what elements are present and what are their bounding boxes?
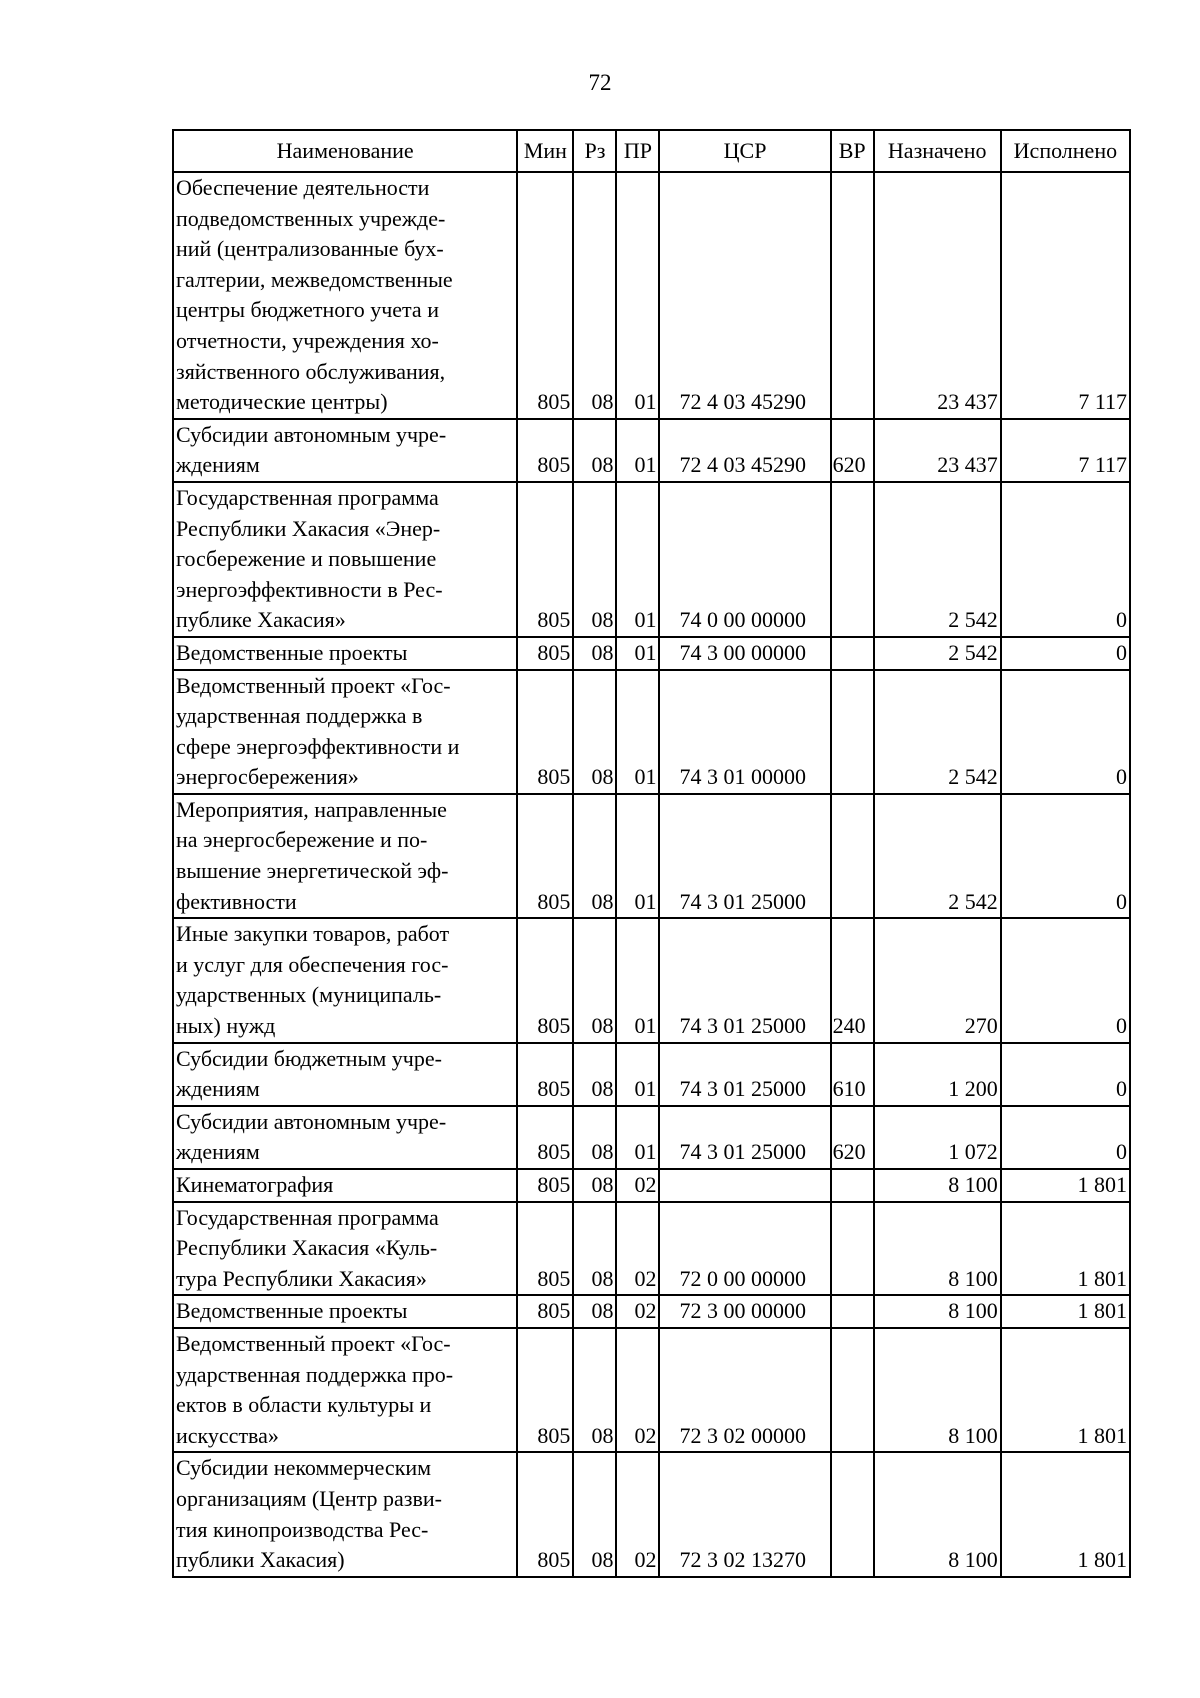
- cell-assigned: 2 542: [874, 794, 1001, 918]
- header-executed: Исполнено: [1001, 130, 1130, 172]
- cell-executed: 0: [1001, 637, 1130, 670]
- cell-assigned: 1 072: [874, 1106, 1001, 1169]
- cell-vr: [831, 1202, 874, 1296]
- cell-vr: 610: [831, 1043, 874, 1106]
- cell-min: 805: [517, 1328, 573, 1452]
- cell-rz: 08: [573, 918, 616, 1042]
- cell-pr: 02: [616, 1202, 659, 1296]
- header-min: Мин: [517, 130, 573, 172]
- table-row: [173, 1202, 1130, 1296]
- cell-rz: 08: [573, 1295, 616, 1328]
- cell-pr: 01: [616, 419, 659, 482]
- table-row: [173, 637, 1130, 670]
- budget-table: [172, 129, 1131, 1578]
- cell-csr: 74 0 00 00000: [659, 482, 830, 637]
- cell-vr: [831, 1295, 874, 1328]
- cell-rz: 08: [573, 482, 616, 637]
- cell-executed: 7 117: [1001, 172, 1130, 419]
- table-row: [173, 670, 1130, 794]
- cell-name: Иные закупки товаров, работ и услуг для обеспечения гос- ударственных (муниципаль- ных) нужд: [173, 918, 517, 1042]
- table-row: [173, 419, 1130, 482]
- cell-min: 805: [517, 1043, 573, 1106]
- cell-csr: 74 3 01 25000: [659, 1043, 830, 1106]
- table-row: [173, 1043, 1130, 1106]
- cell-executed: 1 801: [1001, 1328, 1130, 1452]
- header-assigned: Назначено: [874, 130, 1001, 172]
- cell-min: 805: [517, 1106, 573, 1169]
- cell-name: Государственная программа Республики Хакасия «Куль- тура Республики Хакасия»: [173, 1202, 517, 1296]
- cell-min: 805: [517, 482, 573, 637]
- cell-csr: 74 3 01 00000: [659, 670, 830, 794]
- cell-pr: 01: [616, 172, 659, 419]
- cell-assigned: 8 100: [874, 1202, 1001, 1296]
- cell-rz: 08: [573, 670, 616, 794]
- cell-pr: 01: [616, 670, 659, 794]
- table-row: [173, 1452, 1130, 1576]
- cell-csr: 74 3 01 25000: [659, 794, 830, 918]
- cell-name: Субсидии бюджетным учре- ждениям: [173, 1043, 517, 1106]
- cell-assigned: 270: [874, 918, 1001, 1042]
- cell-assigned: 8 100: [874, 1452, 1001, 1576]
- cell-name: Субсидии автономным учре- ждениям: [173, 419, 517, 482]
- cell-executed: 0: [1001, 1106, 1130, 1169]
- cell-vr: [831, 1328, 874, 1452]
- cell-vr: 240: [831, 918, 874, 1042]
- cell-pr: 01: [616, 1106, 659, 1169]
- header-vr: ВР: [831, 130, 874, 172]
- cell-vr: [831, 670, 874, 794]
- cell-csr: 74 3 01 25000: [659, 1106, 830, 1169]
- cell-vr: [831, 172, 874, 419]
- cell-assigned: 2 542: [874, 482, 1001, 637]
- cell-assigned: 23 437: [874, 172, 1001, 419]
- cell-executed: 0: [1001, 670, 1130, 794]
- cell-pr: 01: [616, 1043, 659, 1106]
- cell-min: 805: [517, 1202, 573, 1296]
- cell-executed: 0: [1001, 1043, 1130, 1106]
- cell-name: Кинематография: [173, 1169, 517, 1202]
- header-row: [173, 130, 1130, 172]
- cell-vr: 620: [831, 419, 874, 482]
- cell-name: Ведомственный проект «Гос- ударственная поддержка про- ектов в области культуры и искусства»: [173, 1328, 517, 1452]
- table-row: [173, 1169, 1130, 1202]
- cell-assigned: 23 437: [874, 419, 1001, 482]
- cell-vr: [831, 637, 874, 670]
- cell-assigned: 2 542: [874, 670, 1001, 794]
- cell-pr: 02: [616, 1328, 659, 1452]
- cell-pr: 02: [616, 1452, 659, 1576]
- cell-min: 805: [517, 794, 573, 918]
- cell-rz: 08: [573, 1169, 616, 1202]
- table-row: [173, 1295, 1130, 1328]
- cell-name: Обеспечение деятельности подведомственных учрежде- ний (централизованные бух- галтерии, межведомственные центры бюджетного учета и отчетности, учреждения хо- зяйственного обслуживания, методические центры): [173, 172, 517, 419]
- cell-name: Ведомственный проект «Гос- ударственная поддержка в сфере энергоэффективности и энергосбережения»: [173, 670, 517, 794]
- cell-vr: [831, 1452, 874, 1576]
- cell-name: Ведомственные проекты: [173, 637, 517, 670]
- page-number: 72: [588, 70, 612, 95]
- cell-csr: 72 4 03 45290: [659, 172, 830, 419]
- table-row: [173, 1106, 1130, 1169]
- cell-min: 805: [517, 637, 573, 670]
- table-row: [173, 482, 1130, 637]
- cell-rz: 08: [573, 1043, 616, 1106]
- cell-min: 805: [517, 1295, 573, 1328]
- cell-name: Мероприятия, направленные на энергосбережение и по- вышение энергетической эф- фективности: [173, 794, 517, 918]
- cell-executed: 1 801: [1001, 1202, 1130, 1296]
- header-csr: ЦСР: [659, 130, 830, 172]
- cell-pr: 02: [616, 1295, 659, 1328]
- cell-csr: 72 0 00 00000: [659, 1202, 830, 1296]
- cell-rz: 08: [573, 419, 616, 482]
- cell-assigned: 8 100: [874, 1169, 1001, 1202]
- cell-csr: 72 4 03 45290: [659, 419, 830, 482]
- cell-executed: 0: [1001, 918, 1130, 1042]
- cell-pr: 02: [616, 1169, 659, 1202]
- cell-rz: 08: [573, 794, 616, 918]
- cell-min: 805: [517, 918, 573, 1042]
- cell-min: 805: [517, 172, 573, 419]
- cell-csr: 72 3 00 00000: [659, 1295, 830, 1328]
- cell-rz: 08: [573, 1202, 616, 1296]
- cell-assigned: 2 542: [874, 637, 1001, 670]
- cell-vr: [831, 1169, 874, 1202]
- cell-name: Государственная программа Республики Хакасия «Энер- госбережение и повышение энергоэффективности в Рес- публике Хакасия»: [173, 482, 517, 637]
- cell-name: Субсидии автономным учре- ждениям: [173, 1106, 517, 1169]
- cell-min: 805: [517, 670, 573, 794]
- cell-assigned: 8 100: [874, 1328, 1001, 1452]
- cell-min: 805: [517, 1169, 573, 1202]
- cell-vr: [831, 482, 874, 637]
- cell-executed: 0: [1001, 482, 1130, 637]
- header-rz: Рз: [573, 130, 616, 172]
- cell-assigned: 1 200: [874, 1043, 1001, 1106]
- cell-executed: 1 801: [1001, 1169, 1130, 1202]
- cell-csr: 74 3 01 25000: [659, 918, 830, 1042]
- table-row: [173, 918, 1130, 1042]
- cell-pr: 01: [616, 637, 659, 670]
- cell-csr: 72 3 02 13270: [659, 1452, 830, 1576]
- cell-vr: [831, 794, 874, 918]
- cell-csr: 74 3 00 00000: [659, 637, 830, 670]
- cell-rz: 08: [573, 172, 616, 419]
- table-row: [173, 1328, 1130, 1452]
- cell-executed: 1 801: [1001, 1452, 1130, 1576]
- cell-rz: 08: [573, 1328, 616, 1452]
- cell-vr: 620: [831, 1106, 874, 1169]
- header-pr: ПР: [616, 130, 659, 172]
- header-name: Наименование: [173, 130, 517, 172]
- cell-pr: 01: [616, 794, 659, 918]
- cell-min: 805: [517, 1452, 573, 1576]
- cell-min: 805: [517, 419, 573, 482]
- cell-rz: 08: [573, 637, 616, 670]
- table-row: [173, 794, 1130, 918]
- cell-pr: 01: [616, 482, 659, 637]
- cell-executed: 7 117: [1001, 419, 1130, 482]
- table-row: [173, 172, 1130, 419]
- cell-csr: [659, 1169, 830, 1202]
- cell-rz: 08: [573, 1106, 616, 1169]
- cell-csr: 72 3 02 00000: [659, 1328, 830, 1452]
- cell-executed: 1 801: [1001, 1295, 1130, 1328]
- cell-pr: 01: [616, 918, 659, 1042]
- cell-assigned: 8 100: [874, 1295, 1001, 1328]
- cell-name: Субсидии некоммерческим организациям (Центр разви- тия кинопроизводства Рес- публики Хакасия): [173, 1452, 517, 1576]
- cell-rz: 08: [573, 1452, 616, 1576]
- cell-executed: 0: [1001, 794, 1130, 918]
- cell-name: Ведомственные проекты: [173, 1295, 517, 1328]
